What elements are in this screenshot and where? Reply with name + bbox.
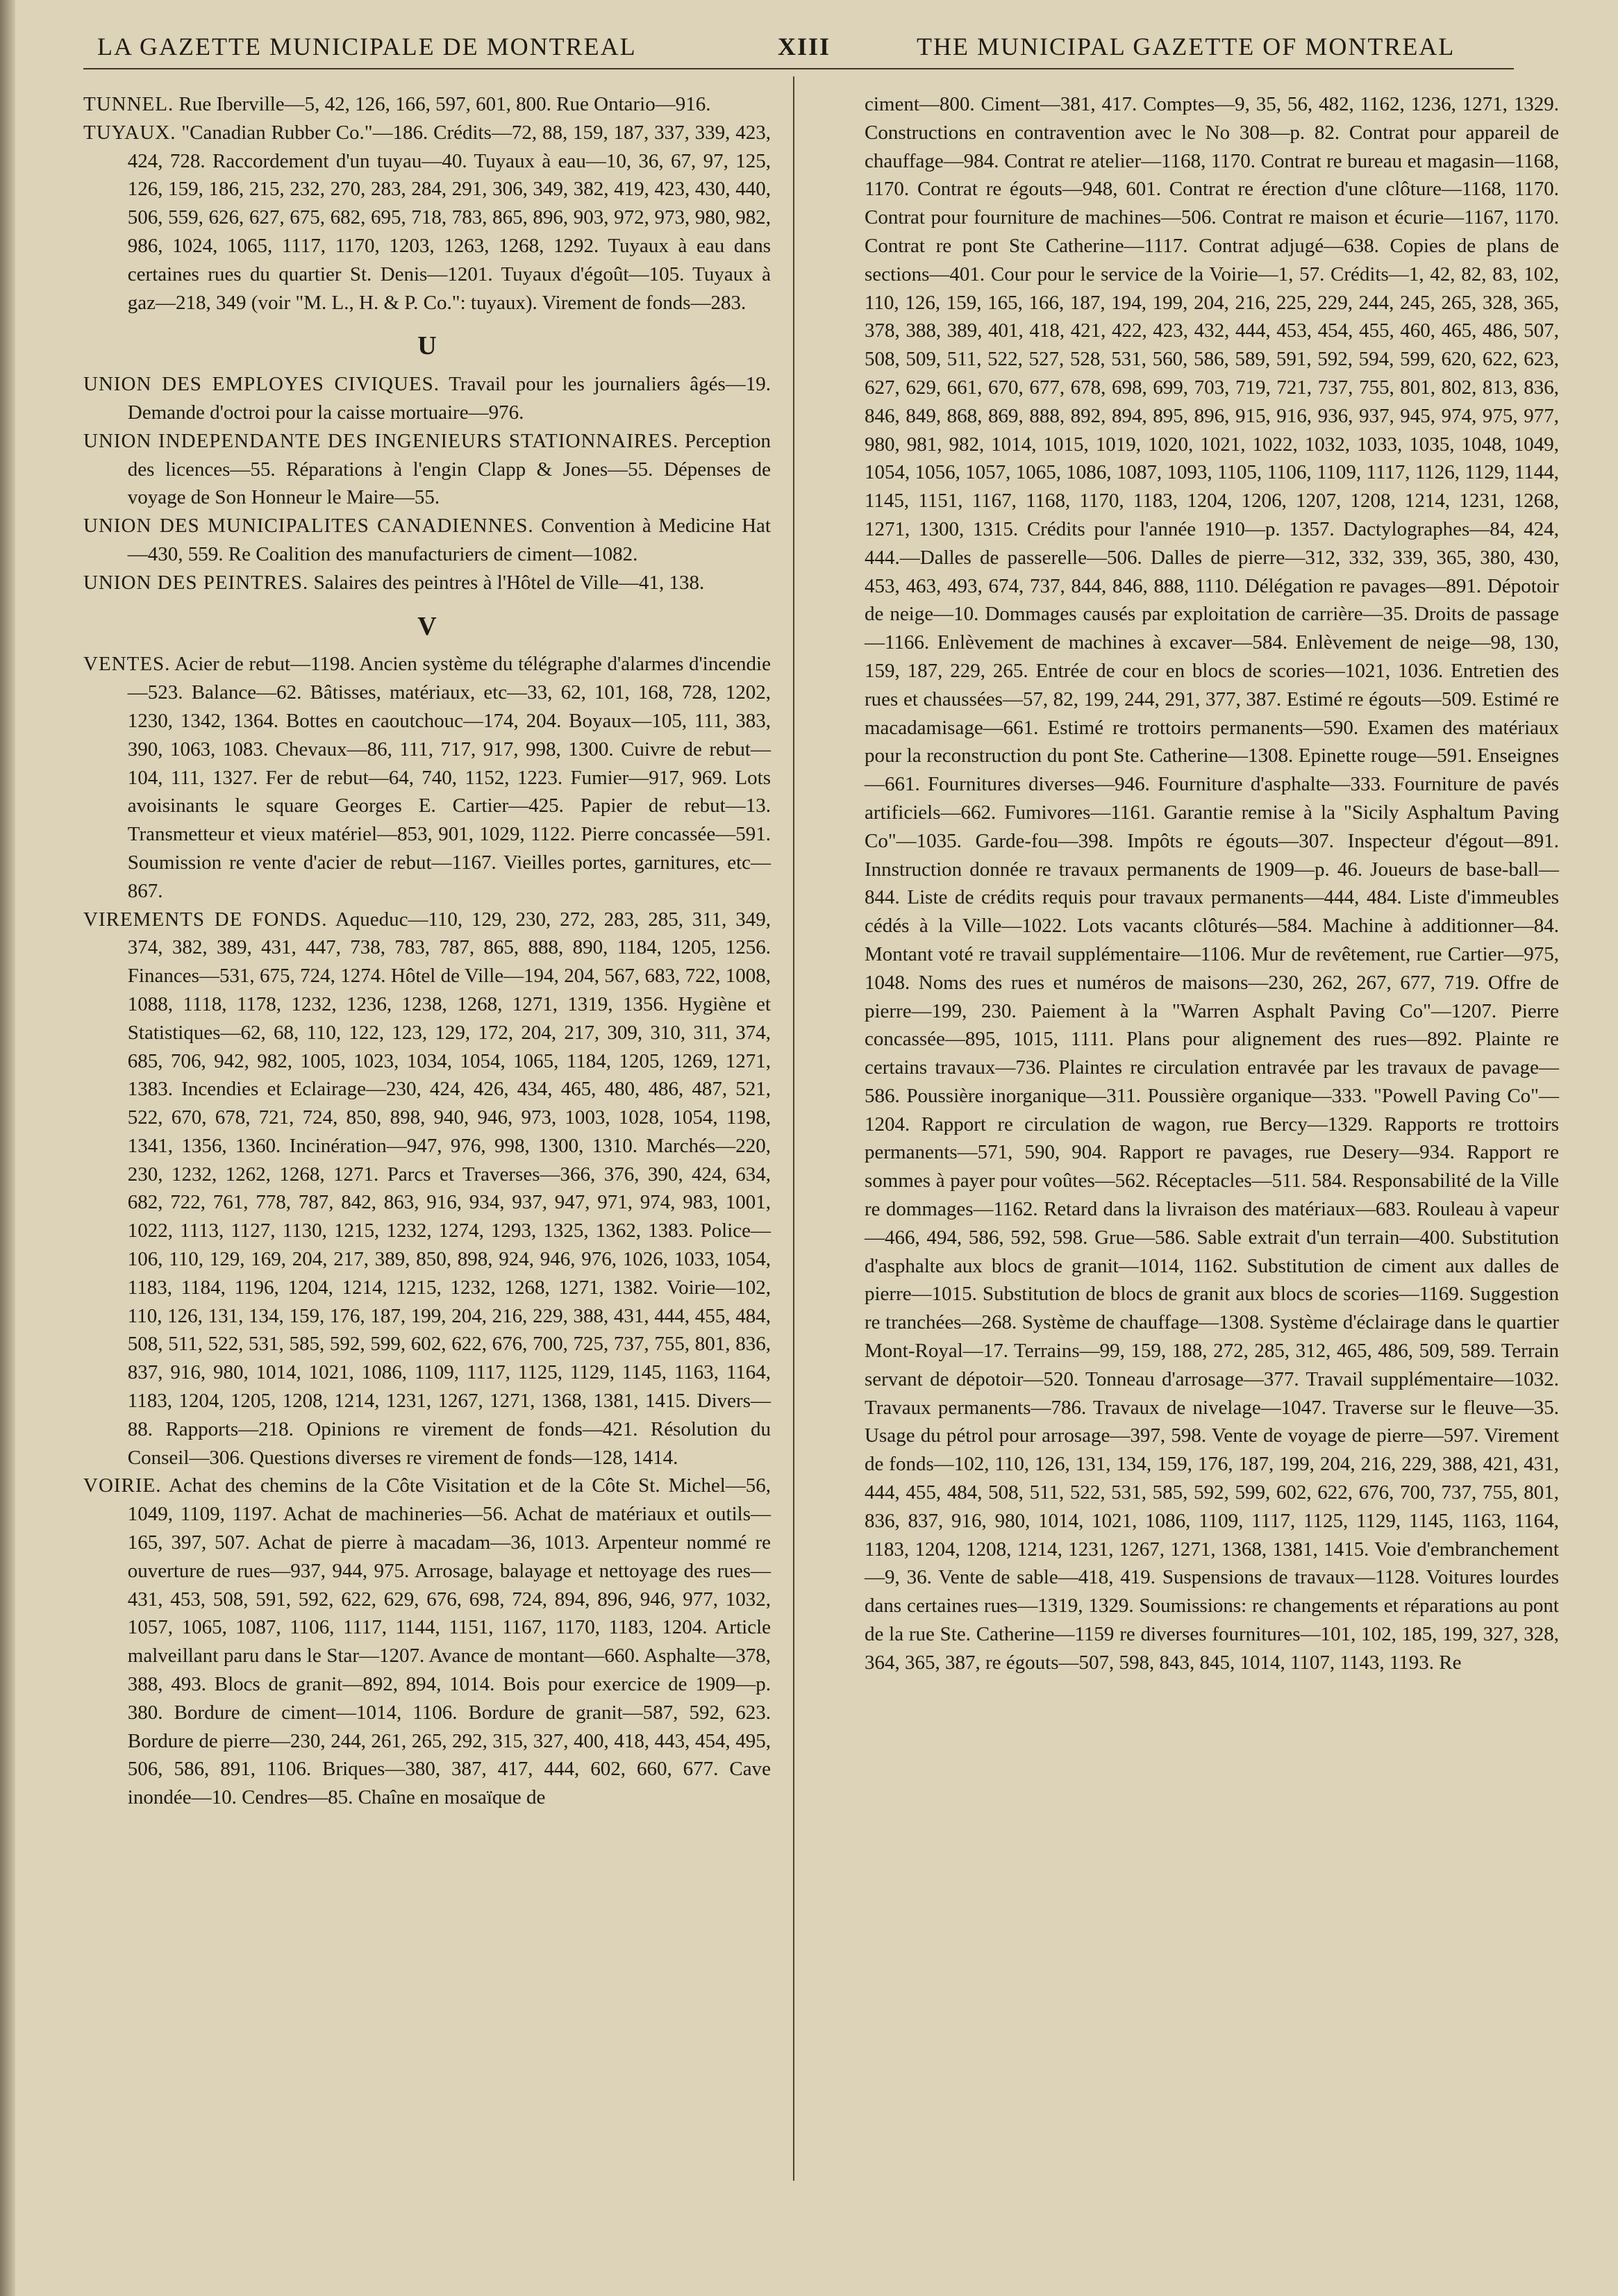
index-entry bbox=[83, 650, 771, 905]
left-column bbox=[83, 90, 771, 1812]
entry-heading: TUNNEL. bbox=[83, 93, 174, 115]
entry-body: Convention à Medicine Hat—430, 559. Re Coalition des manufacturiers de ciment—1082. bbox=[127, 515, 771, 565]
entry-heading: UNION DES EMPLOYES CIVIQUES. bbox=[83, 373, 440, 396]
entry-body: Perception des licences—55. Réparations à l'engin Clapp & Jones—55. Dépenses de voyage de Son Honneur le Maire—55. bbox=[127, 429, 771, 509]
entry-heading: VOIRIE. bbox=[83, 1474, 162, 1497]
index-entry bbox=[83, 1472, 771, 1812]
entry-heading: TUYAUX. bbox=[83, 121, 176, 144]
right-column bbox=[865, 90, 1559, 1677]
binding-edge bbox=[0, 0, 15, 2296]
entry-body: Salaires des peintres à l'Hôtel de Ville—41, 138. bbox=[308, 571, 705, 594]
voirie-continued-text: ciment—800. Ciment—381, 417. Comptes—9, 35, 56, 482, 1162, 1236, 1271, 1329. Constructions en contravention avec le No 308—p. 82. Contrat pour appareil de chauffage—984. Contrat re atelier—1168, 1170. Contrat re bureau et magasin—1168, 1170. Contrat re égouts—948, 601. Contrat re érection d'une clôture—1168, 1170. Contrat pour fourniture de machines—506. Contrat re maison et écurie—1167, 1170. Contrat re pont Ste Catherine—1117. Contrat adjugé—638. Copies de plans de sections—401. Cour pour le service de la Voirie—1, 57. Crédits—1, 42, 82, 83, 102, 110, 126, 159, 165, 166, 187, 194, 199, 204, 216, 225, 229, 244, 245, 265, 328, 365, 378, 388, 389, 401, 418, 421, 422, 423, 432, 444, 453, 454, 455, 460, 465, 486, 507, 508, 509, 511, 522, 527, 528, 531, 560, 586, 589, 591, 592, 594, 599, 620, 622, 623, 627, 629, 661, 670, 677, 678, 698, 699, 703, 719, 721, 737, 755, 801, 802, 813, 836, 846, 849, 868, 869, 888, 892, 894, 895, 896, 915, 916, 936, 937, 945, 974, 975, 977, 980, 981, 982, 1014, 1015, 1019, 1020, 1021, 1022, 1032, 1033, 1035, 1048, 1049, 1054, 1056, 1057, 1065, 1086, 1087, 1093, 1105, 1106, 1109, 1117, 1126, 1129, 1144, 1145, 1151, 1167, 1168, 1170, 1183, 1204, 1206, 1207, 1208, 1214, 1231, 1268, 1271, 1300, 1315. Crédits pour l'année 1910—p. 1357. Dactylographes—84, 424, 444.—Dalles de passerelle—506. Dalles de pierre—312, 332, 339, 365, 380, 430, 453, 463, 493, 674, 737, 844, 846, 888, 1110. Délégation re pavages—891. Dépotoir de neige—10. Dommages causés par exploitation de carrière—35. Droits de passage—1166. Enlèvement de machines à excaver—584. Enlèvement de neige—98, 130, 159, 187, 229, 265. Entrée de cour en blocs de scories—1021, 1036. Entretien des rues et chaussées—57, 82, 199, 244, 291, 377, 387. Estimé re égouts—509. Estimé re macadamisage—661. Estimé re trottoirs permanents—590. Examen des matériaux pour la reconstruction du pont Ste. Catherine—1308. Epinette rouge—591. Enseignes—661. Fournitures diverses—946. Fourniture d'asphalte—333. Fourniture de pavés artificiels—662. Fumivores—1161. Garantie remise à la "Sicily Asphaltum Paving Co"—1035. Garde-fou—398. Impôts re égouts—307. Inspecteur d'égout—891. Innstruction donnée re travaux permanents de 1909—p. 46. Joueurs de base-ball—844. Liste de crédits requis pour travaux permanents—444, 484. Liste d'immeubles cédés à la Ville—1022. Lots vacants clôturés—584. Machine à additionner—84. Montant voté re travail supplémentaire—1106. Mur de revêtement, rue Cartier—975, 1048. Noms des rues et numéros de maisons—230, 262, 267, 677, 719. Offre de pierre—199, 230. Paiement à la "Warren Asphalt Paving Co"—1207. Pierre concassée—895, 1015, 1111. Plans pour alignement des rues—892. Plainte re certains travaux—736. Plaintes re circulation entravée par les travaux de pavage—586. Poussière inorganique—311. Poussière organique—333. "Powell Paving Co"—1204. Rapport re circulation de wagon, rue Bercy—1329. Rapports re trottoirs permanents—571, 590, 904. Rapport re pavages, rue Desery—934. Rapport re sommes à payer pour voûtes—562. Réceptacles—511. 584. Responsabilité de la Ville re dommages—1162. Retard dans la livraison des matériaux—683. Rouleau à vapeur—466, 494, 586, 592, 598. Grue—586. Sable extrait d'un terrain—400. Substitution d'asphalte aux blocs de granit—1014, 1162. Substitution de ciment aux dalles de pierre—1015. Substitution de blocs de granit aux blocs de scories—1169. Suggestion re tranchées—268. Système de chauffage—1308. Système d'éclairage dans le quartier Mont-Royal—17. Terrains—99, 159, 188, 272, 285, 312, 465, 486, 509, 589. Terrain servant de dépotoir—520. Tonneau d'arrosage—377. Travail supplémentaire—1032. Travaux permanents—786. Travaux de nivelage—1047. Traverse sur le fleuve—35. Usage du pétrol pour arrosage—397, 598. Vente de voyage de pierre—597. Virement de fonds—102, 110, 126, 131, 134, 159, 176, 187, 199, 204, 216, 229, 388, 421, 431, 444, 455, 484, 508, 511, 522, 531, 585, 592, 599, 602, 622, 676, 700, 737, 755, 801, 836, 837, 916, 980, 1014, 1021, 1086, 1109, 1117, 1125, 1129, 1145, 1163, 1164, 1183, 1204, 1208, 1214, 1231, 1267, 1271, 1368, 1381, 1415. Voie d'embranchement—9, 36. Vente de sable—418, 419. Suspensions de travaux—1128. Voitures lourdes dans certaines rues—1319, 1329. Soumissions: re changements et réparations au pont de la rue Ste. Catherine—1159 re diverses fournitures—101, 102, 185, 199, 327, 328, 364, 365, 387, re égouts—507, 598, 843, 845, 1014, 1107, 1143, 1193. Re bbox=[865, 93, 1559, 1674]
entry-heading: UNION DES MUNICIPALITES CANADIENNES. bbox=[83, 515, 534, 538]
entry-body: Acier de rebut—1198. Ancien système du télégraphe d'alarmes d'incendie—523. Balance—62. Bâtisses, matériaux, etc—33, 62, 101, 168, 728, 1202, 1230, 1342, 1364. Bottes en caoutchouc—174, 204. Boyaux—105, 111, 383, 390, 1063, 1083. Chevaux—86, 111, 717, 917, 998, 1300. Cuivre de rebut—104, 111, 1327. Fer de rebut—64, 740, 1152, 1223. Fumier—917, 969. Lots avoisinants le square Georges E. Cartier—425. Papier de rebut—13. Transmetteur et vieux matériel—853, 901, 1029, 1122. Pierre concassée—591. Soumission re vente d'acier de rebut—1167. Vieilles portes, garnitures, etc—867. bbox=[127, 653, 771, 902]
entry-body: Rue Iberville—5, 42, 126, 166, 597, 601, 800. Rue Ontario—916. bbox=[174, 93, 711, 115]
index-entry bbox=[83, 427, 771, 512]
entry-heading: VENTES. bbox=[83, 653, 171, 676]
entry-body: Aqueduc—110, 129, 230, 272, 283, 285, 311, 349, 374, 382, 389, 431, 447, 738, 783, 787, 865, 888, 890, 1184, 1205, 1256. Finances—531, 675, 724, 1274. Hôtel de Ville—194, 204, 567, 683, 722, 1008, 1088, 1118, 1178, 1232, 1236, 1238, 1268, 1271, 1319, 1356. Hygiène et Statistiques—62, 68, 110, 122, 123, 129, 172, 204, 217, 309, 310, 311, 374, 685, 706, 942, 982, 1005, 1023, 1034, 1054, 1065, 1184, 1205, 1269, 1271, 1383. Incendies et Eclairage—230, 424, 426, 434, 465, 480, 486, 487, 521, 522, 670, 678, 721, 724, 850, 898, 940, 946, 973, 1003, 1028, 1054, 1198, 1341, 1356, 1360. Incinération—947, 976, 998, 1300, 1310. Marchés—220, 230, 1232, 1262, 1268, 1271. Parcs et Traverses—366, 376, 390, 424, 634, 682, 722, 761, 778, 787, 842, 863, 916, 934, 937, 947, 971, 974, 983, 1001, 1022, 1113, 1127, 1130, 1215, 1232, 1274, 1293, 1325, 1362, 1383. Police—106, 110, 129, 169, 204, 217, 389, 850, 898, 924, 946, 976, 1026, 1033, 1054, 1183, 1184, 1196, 1204, 1214, 1215, 1232, 1268, 1271, 1382. Voirie—102, 110, 126, 131, 134, 159, 176, 187, 199, 204, 216, 229, 388, 431, 444, 455, 484, 508, 511, 522, 531, 585, 592, 599, 602, 622, 676, 700, 725, 737, 755, 801, 836, 837, 916, 980, 1014, 1021, 1086, 1109, 1117, 1125, 1129, 1145, 1163, 1164, 1183, 1204, 1205, 1208, 1214, 1231, 1267, 1271, 1368, 1381, 1415. Divers—88. Rapports—218. Opinions re virement de fonds—421. Résolution du Conseil—306. Questions diverses re virement de fonds—128, 1414. bbox=[127, 908, 771, 1469]
entry-body: Achat des chemins de la Côte Visitation et de la Côte St. Michel—56, 1049, 1109, 1197. Achat de machineries—56. Achat de matériaux et outils—165, 397, 507. Achat de pierre à macadam—36, 1013. Arpenteur nommé re ouverture de rues—937, 944, 975. Arrosage, balayage et nettoyage des rues—431, 453, 508, 591, 592, 622, 629, 676, 698, 724, 894, 896, 946, 977, 1032, 1057, 1065, 1087, 1106, 1117, 1144, 1151, 1167, 1170, 1183, 1204. Article malveillant paru dans le Star—1207. Avance de montant—660. Asphalte—378, 388, 493. Blocs de granit—892, 894, 1014. Bois pour exercice de 1909—p. 380. Bordure de ciment—1014, 1106. Bordure de granit—587, 592, 623. Bordure de pierre—230, 244, 261, 265, 292, 315, 327, 400, 418, 443, 454, 495, 506, 586, 891, 1106. Briques—380, 387, 417, 444, 602, 660, 677. Cave inondée—10. Cendres—85. Chaîne en mosaïque de bbox=[127, 1474, 771, 1809]
index-entry bbox=[83, 370, 771, 427]
index-entry bbox=[83, 90, 771, 119]
section-letter-u: U bbox=[417, 331, 437, 361]
column-divider bbox=[793, 76, 794, 2181]
entry-heading: UNION DES PEINTRES. bbox=[83, 571, 309, 594]
section-letter-v: V bbox=[417, 611, 437, 641]
header-title-french: LA GAZETTE MUNICIPALE DE MONTREAL bbox=[97, 33, 637, 60]
entry-body: Travail pour les journaliers âgés—19. Demande d'octroi pour la caisse mortuaire—976. bbox=[127, 373, 771, 424]
index-entry bbox=[83, 512, 771, 569]
header-title-english: THE MUNICIPAL GAZETTE OF MONTREAL bbox=[917, 33, 1456, 60]
entry-body: "Canadian Rubber Co."—186. Crédits—72, 88, 159, 187, 337, 339, 423, 424, 728. Raccordement d'un tuyau—40. Tuyaux à eau—10, 36, 67, 97, 125, 126, 159, 186, 215, 232, 270, 283, 284, 291, 306, 349, 382, 419, 423, 430, 440, 506, 559, 626, 627, 675, 682, 695, 718, 783, 865, 896, 903, 972, 973, 980, 982, 986, 1024, 1065, 1117, 1170, 1203, 1263, 1268, 1292. Tuyaux à eau dans certaines rues du quartier St. Denis—1201. Tuyaux d'égoût—105. Tuyaux à gaz—218, 349 (voir "M. L., H. & P. Co.": tuyaux). Virement de fonds—283. bbox=[127, 121, 771, 314]
index-entry bbox=[83, 906, 771, 1472]
index-entry bbox=[83, 569, 771, 597]
running-header bbox=[83, 19, 1514, 69]
page-number: XIII bbox=[778, 33, 831, 60]
entry-heading: UNION INDEPENDANTE DES INGENIEURS STATIONNAIRES. bbox=[83, 429, 679, 452]
entry-heading: VIREMENTS DE FONDS. bbox=[83, 908, 328, 931]
index-entry bbox=[83, 119, 771, 317]
